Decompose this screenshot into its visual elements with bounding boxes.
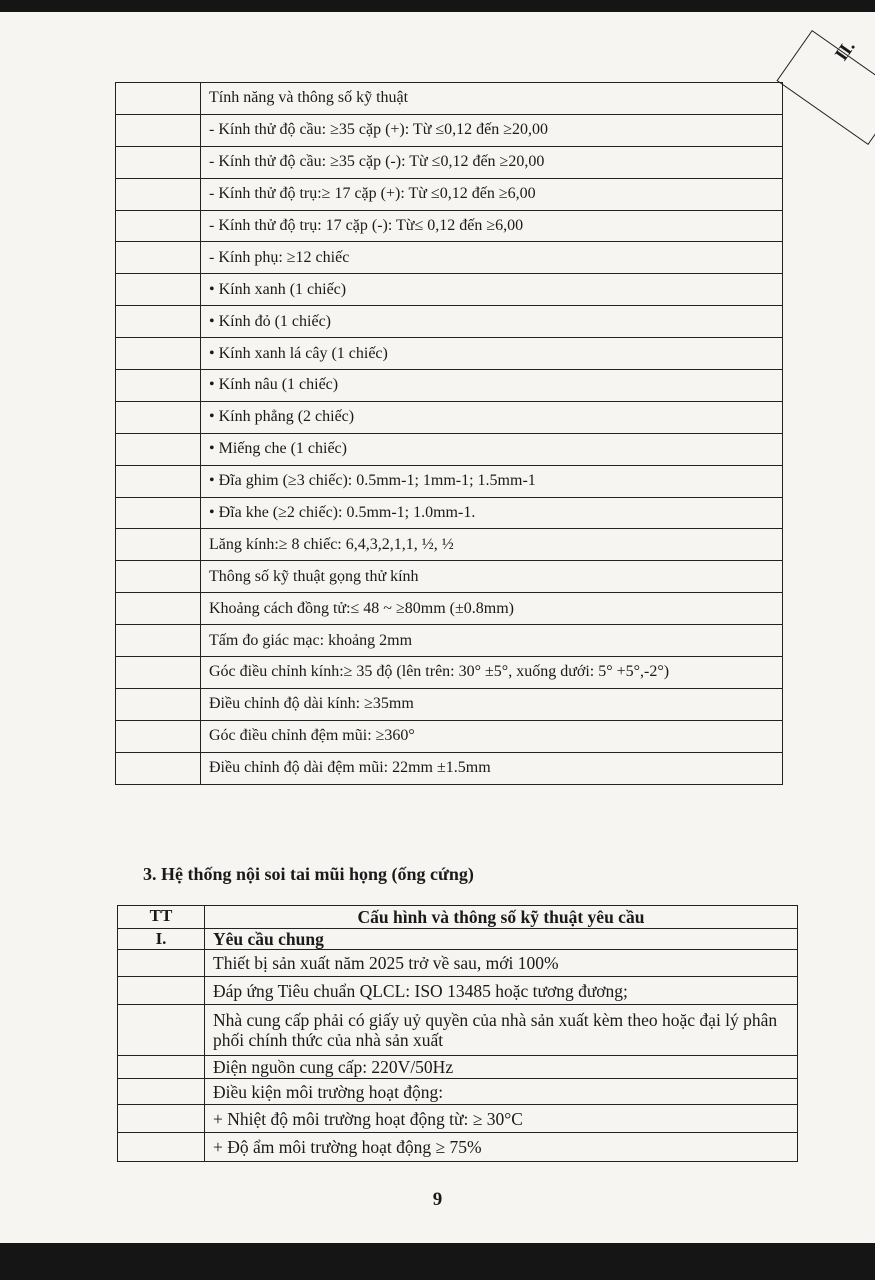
table-row — [116, 593, 783, 625]
section-number: I. — [118, 929, 205, 950]
spec-cell: Thông số kỹ thuật gọng thử kính — [201, 561, 783, 593]
table-row — [116, 114, 783, 146]
section-title: Yêu cầu chung — [205, 929, 798, 950]
table-row — [116, 720, 783, 752]
requirement-cell: Thiết bị sản xuất năm 2025 trở về sau, mới 100% — [205, 950, 798, 977]
spec-cell: • Kính xanh (1 chiếc) — [201, 274, 783, 306]
corner-label: II. — [831, 36, 860, 65]
table-row — [116, 752, 783, 784]
row-number-cell — [116, 114, 201, 146]
table-row — [116, 178, 783, 210]
table-row — [116, 657, 783, 689]
table-row — [116, 338, 783, 370]
row-number-cell — [118, 1056, 205, 1079]
table-row — [118, 1105, 798, 1133]
row-number-cell — [116, 688, 201, 720]
spec-cell: • Miếng che (1 chiếc) — [201, 433, 783, 465]
spec-cell: • Kính đỏ (1 chiếc) — [201, 306, 783, 338]
row-number-cell — [118, 1105, 205, 1133]
requirement-cell: Điện nguồn cung cấp: 220V/50Hz — [205, 1056, 798, 1079]
row-number-cell — [116, 657, 201, 689]
row-number-cell — [116, 83, 201, 115]
spec-cell: Tấm đo giác mạc: khoảng 2mm — [201, 625, 783, 657]
spec-table-trial-lens — [115, 82, 783, 785]
row-number-cell — [116, 306, 201, 338]
table-row — [116, 465, 783, 497]
table-row — [118, 950, 798, 977]
table-row — [116, 274, 783, 306]
row-number-cell — [116, 720, 201, 752]
row-number-cell — [116, 146, 201, 178]
table-row — [116, 401, 783, 433]
row-number-cell — [118, 1005, 205, 1056]
row-number-cell — [118, 977, 205, 1005]
table-row — [116, 497, 783, 529]
row-number-cell — [116, 433, 201, 465]
spec-cell: • Kính xanh lá cây (1 chiếc) — [201, 338, 783, 370]
spec-cell: Góc điều chỉnh kính:≥ 35 độ (lên trên: 30° ±5°, xuống dưới: 5° +5°,-2°) — [201, 657, 783, 689]
spec-cell: Góc điều chỉnh đệm mũi: ≥360° — [201, 720, 783, 752]
bottom-dark-bar — [0, 1243, 875, 1280]
table-row — [116, 306, 783, 338]
table-row — [116, 561, 783, 593]
requirement-cell: Điều kiện môi trường hoạt động: — [205, 1079, 798, 1105]
spec-cell: - Kính thử độ cầu: ≥35 cặp (-): Từ ≤0,12 đến ≥20,00 — [201, 146, 783, 178]
table-row — [116, 83, 783, 115]
row-number-cell — [118, 1133, 205, 1162]
spec-table-endoscopy — [117, 905, 798, 1162]
requirement-cell: + Độ ẩm môi trường hoạt động ≥ 75% — [205, 1133, 798, 1162]
row-number-cell — [118, 1079, 205, 1105]
spec-cell: Lăng kính:≥ 8 chiếc: 6,4,3,2,1,1, ½, ½ — [201, 529, 783, 561]
page-number: 9 — [432, 1189, 443, 1210]
spec-cell: Tính năng và thông số kỹ thuật — [201, 83, 783, 115]
row-number-cell — [116, 274, 201, 306]
spec-cell: Khoảng cách đồng tử:≤ 48 ~ ≥80mm (±0.8mm) — [201, 593, 783, 625]
row-number-cell — [116, 625, 201, 657]
table-row — [116, 210, 783, 242]
table-row — [116, 625, 783, 657]
table-row — [118, 1133, 798, 1162]
table-row — [118, 977, 798, 1005]
spec-cell: • Kính nâu (1 chiếc) — [201, 370, 783, 402]
row-number-cell — [116, 561, 201, 593]
row-number-cell — [118, 950, 205, 977]
row-number-cell — [116, 529, 201, 561]
row-number-cell — [116, 370, 201, 402]
row-number-cell — [116, 338, 201, 370]
table-row — [116, 529, 783, 561]
row-number-cell — [116, 465, 201, 497]
table-row — [118, 1005, 798, 1056]
table-row — [116, 242, 783, 274]
requirement-cell: Nhà cung cấp phải có giấy uỷ quyền của nhà sản xuất kèm theo hoặc đại lý phân phối chính thức của nhà sản xuất — [205, 1005, 798, 1056]
row-number-cell — [116, 497, 201, 529]
spec-cell: Điều chỉnh độ dài đệm mũi: 22mm ±1.5mm — [201, 752, 783, 784]
table-row — [116, 370, 783, 402]
spec-cell: Điều chỉnh độ dài kính: ≥35mm — [201, 688, 783, 720]
table-row — [116, 688, 783, 720]
table-row — [116, 433, 783, 465]
section-row — [118, 929, 798, 950]
row-number-cell — [116, 752, 201, 784]
table-row — [116, 146, 783, 178]
row-number-cell — [116, 242, 201, 274]
spec-cell: - Kính thử độ trụ:≥ 17 cặp (+): Từ ≤0,12 đến ≥6,00 — [201, 178, 783, 210]
row-number-cell — [116, 210, 201, 242]
spec-cell: • Đĩa ghim (≥3 chiếc): 0.5mm-1; 1mm-1; 1.5mm-1 — [201, 465, 783, 497]
header-spec: Cấu hình và thông số kỹ thuật yêu cầu — [205, 906, 798, 929]
section-heading: 3. Hệ thống nội soi tai mũi họng (ống cứng) — [143, 864, 474, 884]
spec-cell: - Kính phụ: ≥12 chiếc — [201, 242, 783, 274]
row-number-cell — [116, 593, 201, 625]
spec-cell: - Kính thử độ trụ: 17 cặp (-): Từ≤ 0,12 đến ≥6,00 — [201, 210, 783, 242]
table-row — [118, 1056, 798, 1079]
table-row — [118, 1079, 798, 1105]
spec-cell: • Đĩa khe (≥2 chiếc): 0.5mm-1; 1.0mm-1. — [201, 497, 783, 529]
requirement-cell: + Nhiệt độ môi trường hoạt động từ: ≥ 30°C — [205, 1105, 798, 1133]
row-number-cell — [116, 178, 201, 210]
table-header-row — [118, 906, 798, 929]
requirement-cell: Đáp ứng Tiêu chuẩn QLCL: ISO 13485 hoặc tương đương; — [205, 977, 798, 1005]
spec-cell: - Kính thử độ cầu: ≥35 cặp (+): Từ ≤0,12 đến ≥20,00 — [201, 114, 783, 146]
row-number-cell — [116, 401, 201, 433]
header-tt: TT — [118, 906, 205, 929]
spec-cell: • Kính phẳng (2 chiếc) — [201, 401, 783, 433]
